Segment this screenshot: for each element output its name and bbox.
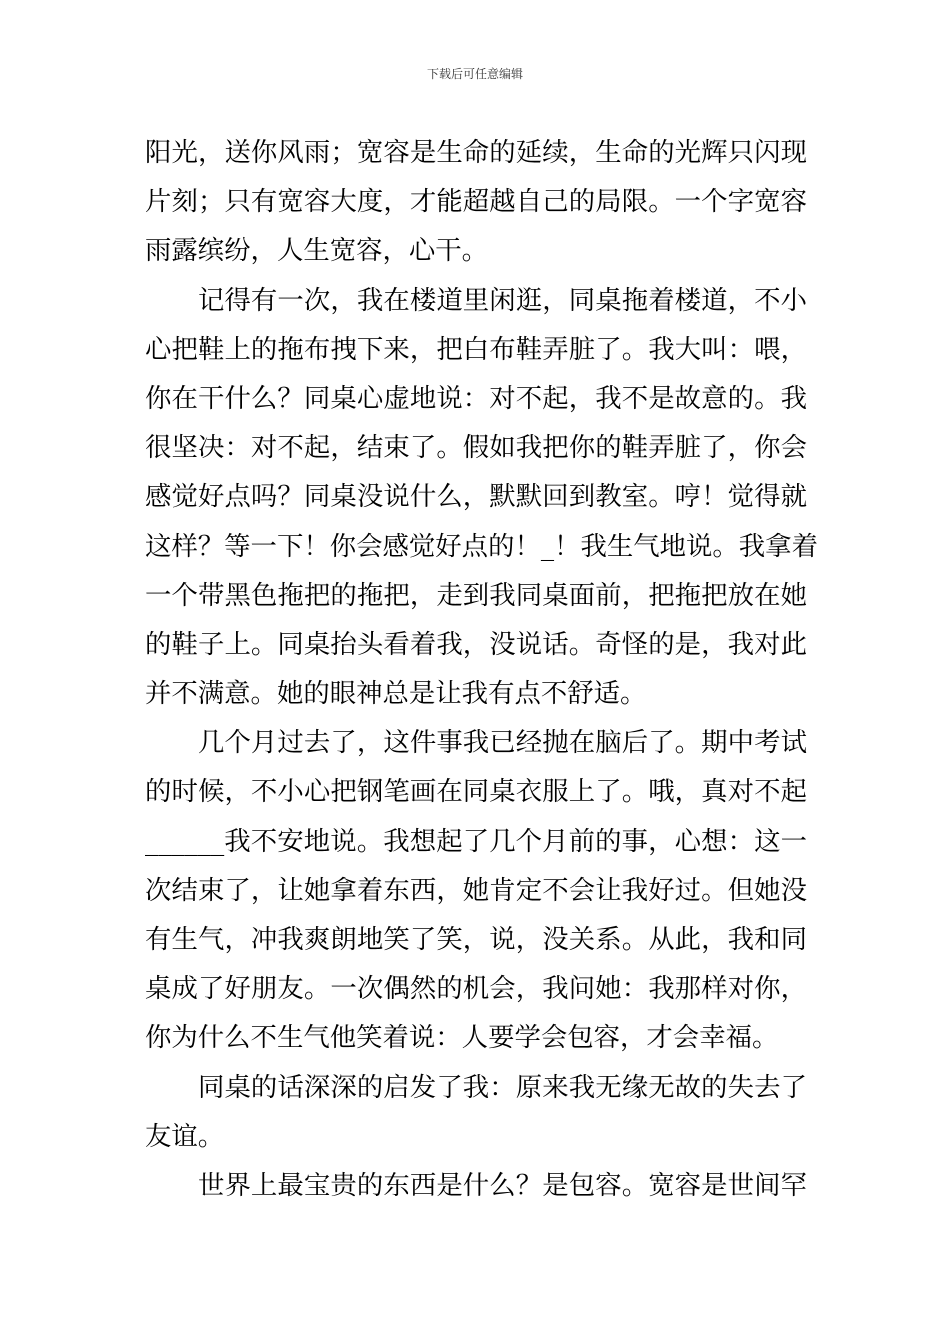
text-line: 次结束了，让她拿着东西，她肯定不会让我好过。但她没: [145, 874, 807, 906]
text-line: 并不满意。她的眼神总是让我有点不舒适。: [145, 678, 647, 710]
text-line: 世界上最宝贵的东西是什么？是包容。宽容是世间罕: [145, 1169, 807, 1201]
text-line: 友谊。: [145, 1120, 225, 1152]
text-line: 几个月过去了，这件事我已经抛在脑后了。期中考试: [145, 727, 807, 759]
text-line: 心把鞋上的拖布拽下来，把白布鞋弄脏了。我大叫：喂，: [145, 333, 807, 365]
text-line: 一个带黑色拖把的拖把，走到我同桌面前，把拖把放在她: [145, 579, 807, 611]
text-line: 记得有一次，我在楼道里闲逛，同桌拖着楼道，不小: [145, 284, 807, 316]
text-line: 的时候，不小心把钢笔画在同桌衣服上了。哦，真对不起: [145, 776, 807, 808]
text-line: 你在干什么？同桌心虚地说：对不起，我不是故意的。我: [145, 382, 807, 414]
text-line: 有生气，冲我爽朗地笑了笑，说，没关系。从此，我和同: [145, 924, 807, 955]
text-line: 的鞋子上。同桌抬头看着我，没说话。奇怪的是，我对此: [145, 628, 807, 660]
text-line: 感觉好点吗？同桌没说什么，默默回到教室。哼！觉得就: [145, 481, 807, 513]
text-line: 阳光，送你风雨；宽容是生命的延续，生命的光辉只闪现: [145, 137, 807, 168]
text-line: 这样？等一下！你会感觉好点的！_！我生气地说。我拿着: [145, 530, 818, 562]
page-header: 下载后可任意编辑: [426, 67, 523, 81]
text-line: 桌成了好朋友。一次偶然的机会，我问她：我那样对你，: [145, 973, 807, 1005]
text-line: 很坚决：对不起，结束了。假如我把你的鞋弄脏了，你会: [145, 432, 807, 464]
text-line: ______我不安地说。我想起了几个月前的事，心想：这一: [145, 825, 807, 857]
text-line: 你为什么不生气他笑着说：人要学会包容，才会幸福。: [145, 1022, 779, 1054]
document-body: [145, 128, 818, 1210]
text-line: 雨露缤纷，人生宽容，心干。: [145, 235, 489, 267]
text-line: 同桌的话深深的启发了我：原来我无缘无故的失去了: [145, 1071, 807, 1103]
text-line: 片刻；只有宽容大度，才能超越自己的局限。一个字宽容: [145, 186, 807, 218]
